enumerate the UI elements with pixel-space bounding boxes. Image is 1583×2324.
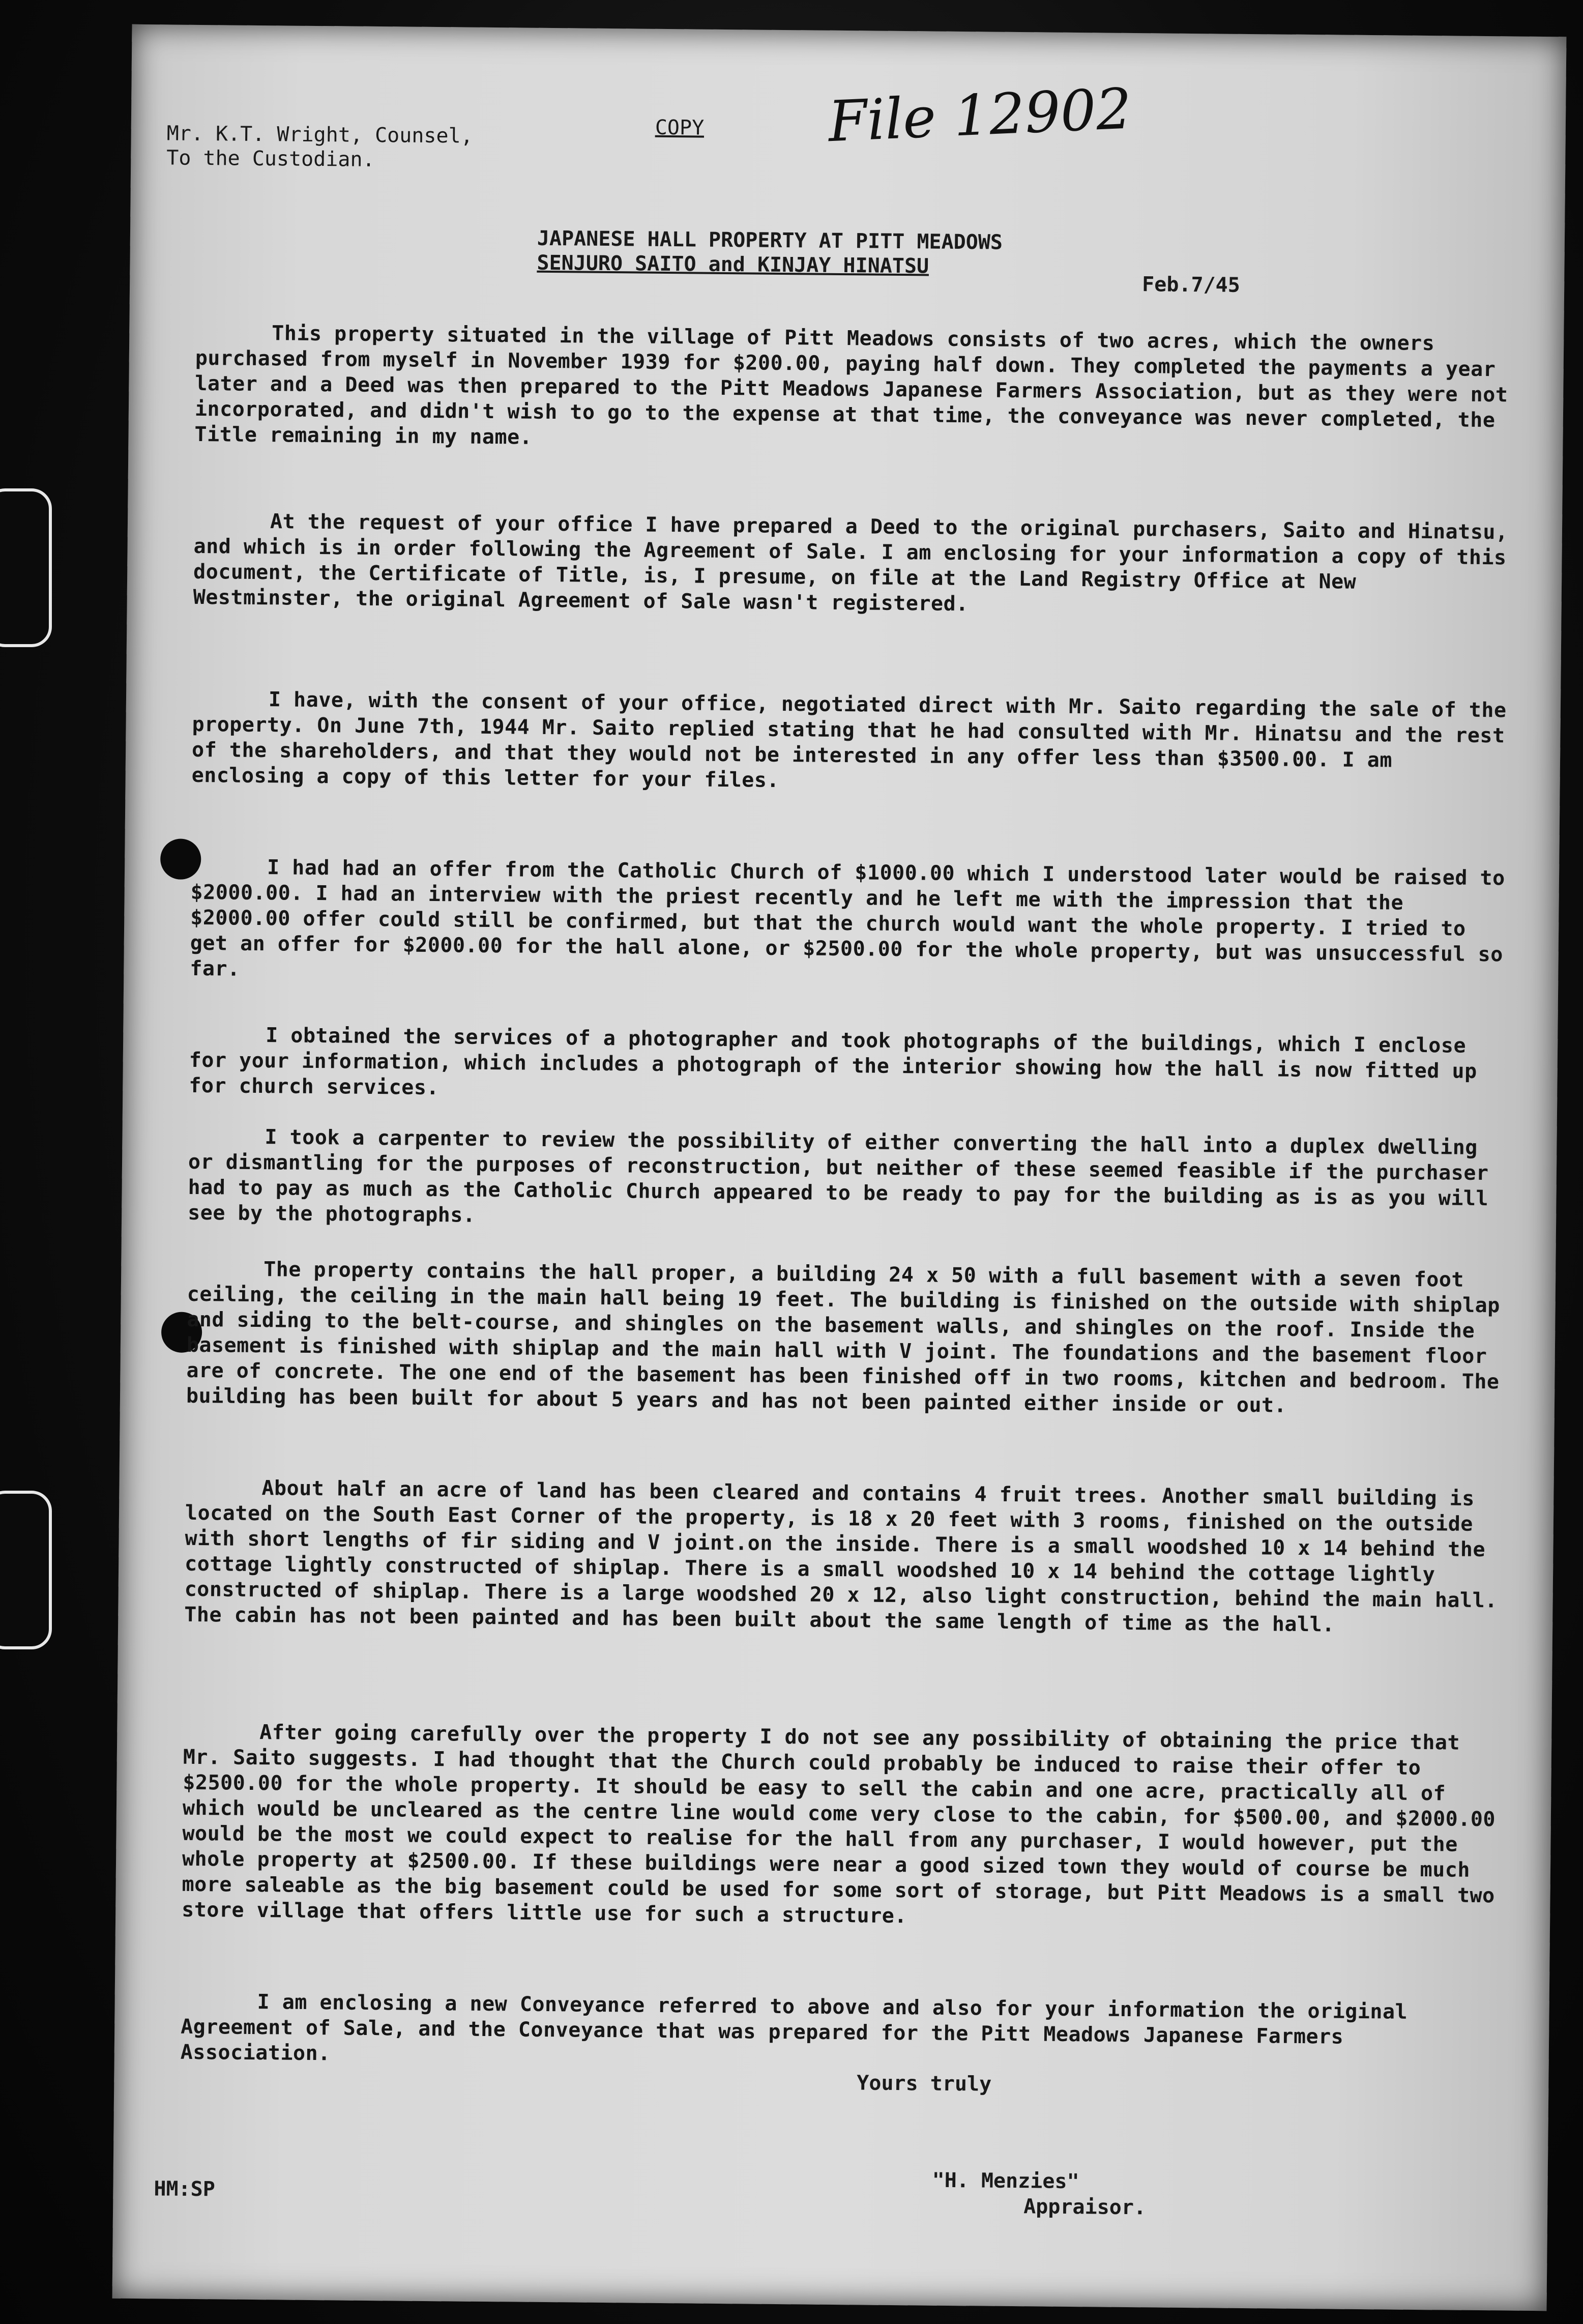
body-paragraph: I took a carpenter to review the possibility of either converting the hall into a duplex dwelling or dismantling for the purposes of reconstruction, but neither of these seemed feasible if the purchaser had to pay as much as the Catholic Church appeared to be ready to pay for the building as is as you will see by the photographs. xyxy=(187,1125,1489,1227)
signature: "H. Menzies" xyxy=(932,2168,1079,2194)
body-paragraph: I am enclosing a new Conveyance referred to above and also for your information the original Agreement of Sale, and the Conveyance that was prepared for the Pitt Meadows Japanese Farmers Association. xyxy=(180,1990,1408,2066)
typist-initials: HM:SP xyxy=(154,2177,216,2201)
handwritten-file-number: File 12902 xyxy=(827,76,1133,155)
body-paragraph: I obtained the services of a photographer and took photographs of the buildings, which I enclose for your information, which includes a photograph of the interior showing how the hall is now fitted up for church services. xyxy=(189,1024,1477,1100)
body-paragraph: This property situated in the village of Pitt Meadows consists of two acres, which the owners purchased from myself in November 1939 for $200.00, paying half down. They completed the payments a year later and a Deed was then prepared to the Pitt Meadows Japanese Farmers Association, but as they were not incorporated, and didn't wish to go to the expense at that time, the conveyance was never completed, the Title remaining in my name. xyxy=(194,322,1508,449)
body-paragraph: About half an acre of land has been cleared and contains 4 fruit trees. Another small building is located on the South East Corner of the property, is 18 x 20 feet with 3 rooms, finished on the outside with short lengths of fir siding and V joint.on the inside. There is a small woodshed 10 x 14 behind the cottage lightly constructed of shiplap. There is a small woodshed 10 x 14 behind the cottage lightly constructed of shiplap. There is a large woodshed 20 x 12, also light construction, behind the main hall. The cabin has not been painted and has been built about the same length of time as the hall. xyxy=(184,1476,1498,1637)
letter-date: Feb.7/45 xyxy=(1141,273,1241,297)
body-paragraph: After going carefully over the property I do not see any possibility of obtaining the price that Mr. Saito suggests. I had thought that the Church could probably be induced to raise their offer to $2500.00 for the whole property. It should be easy to sell the cabin and one acre, practically all of which would be uncleared as the centre line would come very close to the cabin, for $500.00, and $2000.00 would be the most we could expect to realise for the hall from any purchaser, I would however, put the whole property at $2500.00. If these buildings were near a good sized town they would of course be much more saleable as the big basement could be used for some sort of storage, but Pitt Meadows is a small two store village that offers little use for such a structure. xyxy=(182,1721,1496,1928)
body-paragraph: I have, with the consent of your office, negotiated direct with Mr. Saito regarding the sale of the property. On June 7th, 1944 Mr. Saito replied stating that he had consulted with Mr. Hinatsu and the rest of the shareholders, and that they would not be interested in any offer less than $3500.00. I am enclosing a copy of this letter for your files. xyxy=(191,688,1507,792)
subject-names: SENJURO SAITO and KINJAY HINATSU xyxy=(537,251,929,278)
body-paragraph: At the request of your office I have prepared a Deed to the original purchasers, Saito and Hinatsu, and which is in order following the Agreement of Sale. I am enclosing for your information a copy of this document, the Certificate of Title, is, I presume, on file at the Land Registry Office at New Westminster, the original Agreement of Sale wasn't registered. xyxy=(193,510,1508,616)
body-paragraph: I had had an offer from the Catholic Church of $1000.00 which I understood later would be raised to $2000.00. I had an interview with the priest recently and he left me with the impression that the $2000.00 offer could still be confirmed, but that the church would want the whole property. I tried to get an offer for $2000.00 for the hall alone, or $2500.00 for the whole property, but was unsuccessful so far. xyxy=(190,856,1505,981)
body-paragraph: The property contains the hall proper, a building 24 x 50 with a full basement with a seven foot ceiling, the ceiling in the main hall being 19 feet. The building is finished on the outside with shiplap and siding to the belt-course, and shingles on the basement walls, and shingles on the roof. Inside the basement is finished with shiplap and the main hall with V joint. The foundations and the basement floor are of concrete. The one end of the basement has been finished off in two rooms, kitchen and bedroom. The building has been built for about 5 years and has not been painted either inside or out. xyxy=(186,1258,1501,1417)
subject-line: JAPANESE HALL PROPERTY AT PITT MEADOWS xyxy=(537,226,1003,254)
signer-title: Appraisor. xyxy=(1023,2195,1147,2220)
addressee-line: To the Custodian. xyxy=(166,146,375,171)
film-edge-tab xyxy=(0,1491,52,1649)
film-edge-tab xyxy=(0,488,52,647)
closing: Yours truly xyxy=(857,2071,992,2096)
letter-page xyxy=(112,24,1567,2311)
addressee-line: Mr. K.T. Wright, Counsel, xyxy=(166,122,473,148)
copy-mark: COPY xyxy=(655,115,705,140)
addressee xyxy=(166,121,473,172)
